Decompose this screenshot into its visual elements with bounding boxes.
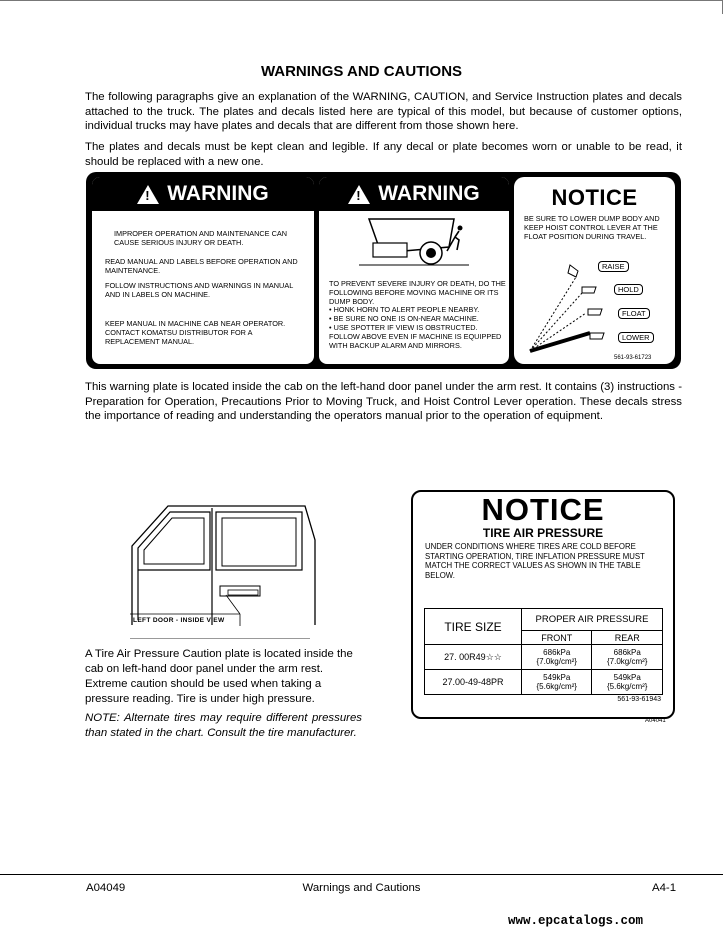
warning-decal-plate [86, 172, 681, 369]
col-proper-air-pressure: PROPER AIR PRESSURE [522, 609, 663, 631]
warning-triangle-icon [348, 185, 370, 204]
dump-truck-icon [359, 213, 469, 269]
decal1-text-3: FOLLOW INSTRUCTIONS AND WARNINGS IN MANUAL AND IN LABELS ON MACHINE. [105, 281, 293, 299]
tire-notice-subtitle: TIRE AIR PRESSURE [482, 526, 604, 540]
footer-doc-code: A04049 [86, 882, 126, 894]
tire-pressure-plate [411, 490, 675, 719]
float-label: FLOAT [618, 308, 650, 319]
hoist-lever-icon [520, 257, 610, 355]
maintenance-paragraph: The plates and decals must be kept clean and legible. If any decal or plate becomes worn or unable to be read, it should be replaced with a new one. [85, 141, 682, 168]
warning-plate-description: This warning plate is located inside the cab on the left-hand door panel under the arm rest. It contains (3) instructions - Preparation for Operation, Precautions Prior to Moving Truck, and Hoist Control Lever operation. These decals stress the importance of reading and understanding the operators manual prior to the operation of equipment. [85, 381, 682, 422]
footer-rule [0, 874, 723, 875]
table-row [425, 670, 663, 695]
caption-rule [130, 638, 310, 639]
front-kgcm: {7.0kg/cm²} [536, 657, 577, 666]
warning-decal-manual [92, 177, 314, 364]
warning-header-label: WARNING [167, 182, 269, 205]
decal1-text-2: READ MANUAL AND LABELS BEFORE OPERATION AND MAINTENANCE. [105, 257, 298, 275]
front-pressure-cell [522, 645, 592, 670]
warning-header [92, 177, 314, 211]
rear-kgcm: {5.6kg/cm²} [607, 682, 648, 691]
front-kpa: 686kPa [543, 648, 571, 657]
col-tire-size: TIRE SIZE [425, 609, 522, 645]
decal1-text-4: KEEP MANUAL IN MACHINE CAB NEAR OPERATOR. CONTACT KOMATSU DISTRIBUTOR FOR A REPLACEMENT MANUAL. [105, 319, 286, 346]
warning-decal-moving [319, 177, 509, 364]
decal2-text-1: TO PREVENT SEVERE INJURY OR DEATH, DO THE FOLLOWING BEFORE MOVING MACHINE OR ITS DUMP BODY. [329, 279, 506, 306]
decal2-text-3: • BE SURE NO ONE IS ON-NEAR MACHINE. [329, 314, 479, 323]
front-pressure-cell [522, 670, 592, 695]
raise-label: RAISE [598, 261, 629, 272]
warning-triangle-icon [137, 185, 159, 204]
page-border-top [0, 0, 722, 1]
col-front: FRONT [522, 631, 592, 645]
figure-number: A04041 [645, 718, 666, 724]
footer-page-number: A4-1 [652, 882, 677, 894]
tire-notice-text: UNDER CONDITIONS WHERE TIRES ARE COLD BEFORE STARTING OPERATION, TIRE INFLATION PRESSURE MUST MATCH THE CORRECT VALUES AS SHOWN IN THE TABLE BELOW. [425, 542, 645, 580]
decal3-part-number: 561-93-61723 [614, 355, 652, 361]
rear-pressure-cell [592, 645, 663, 670]
tire-pressure-table [424, 608, 663, 695]
rear-kpa: 686kPa [613, 648, 641, 657]
footer-section-title: Warnings and Cautions [302, 882, 421, 894]
hold-label: HOLD [614, 284, 643, 295]
cab-caption: LEFT DOOR - INSIDE VIEW [133, 617, 225, 624]
rear-kpa: 549kPa [613, 673, 641, 682]
rear-kgcm: {7.0kg/cm²} [607, 657, 648, 666]
decal2-text-4: • USE SPOTTER IF VIEW IS OBSTRUCTED. FOLLOW ABOVE EVEN IF MACHINE IS EQUIPPED WITH BACKUP ALARM AND MIRRORS. [329, 323, 502, 350]
front-kpa: 549kPa [543, 673, 571, 682]
decal3-text: BE SURE TO LOWER DUMP BODY AND KEEP HOIST CONTROL LEVER AT THE FLOAT POSITION DURING TRAVEL. [524, 214, 660, 241]
cab-door-illustration [130, 500, 330, 630]
table-row [425, 645, 663, 670]
lower-label: LOWER [618, 332, 654, 343]
page-title: WARNINGS AND CAUTIONS [260, 63, 463, 80]
tire-notice-header: NOTICE [481, 492, 605, 527]
notice-decal-hoist [514, 177, 675, 364]
tire-plate-part-number: 561-93-61943 [617, 696, 661, 703]
website-watermark: www.epcatalogs.com [508, 914, 644, 928]
col-rear: REAR [592, 631, 663, 645]
tire-size-cell: 27.00-49-48PR [425, 670, 522, 695]
tire-plate-description: A Tire Air Pressure Caution plate is located inside the cab on left-hand door panel under the arm rest. Extreme caution should be used when taking a pressure reading. Tire is under high pressure. [85, 648, 353, 705]
decal1-text-1: IMPROPER OPERATION AND MAINTENANCE CAN CAUSE SERIOUS INJURY OR DEATH. [114, 229, 287, 247]
decal2-text-2: • HONK HORN TO ALERT PEOPLE NEARBY. [329, 305, 480, 314]
warning-header [319, 177, 509, 211]
notice-header: NOTICE [551, 185, 638, 210]
rear-pressure-cell [592, 670, 663, 695]
tire-note: NOTE: Alternate tires may require different pressures than stated in the chart. Consult the tire manufacturer. [85, 712, 362, 739]
intro-paragraph: The following paragraphs give an explanation of the WARNING, CAUTION, and Service Instruction plates and decals attached to the truck. The plates and decals listed here are typical of this model, but because of customer options, individual trucks may have plates and decals that are different from those shown here. [85, 91, 682, 132]
tire-size-cell: 27. 00R49☆☆ [425, 645, 522, 670]
warning-header-label: WARNING [378, 182, 480, 205]
front-kgcm: {5.6kg/cm²} [536, 682, 577, 691]
